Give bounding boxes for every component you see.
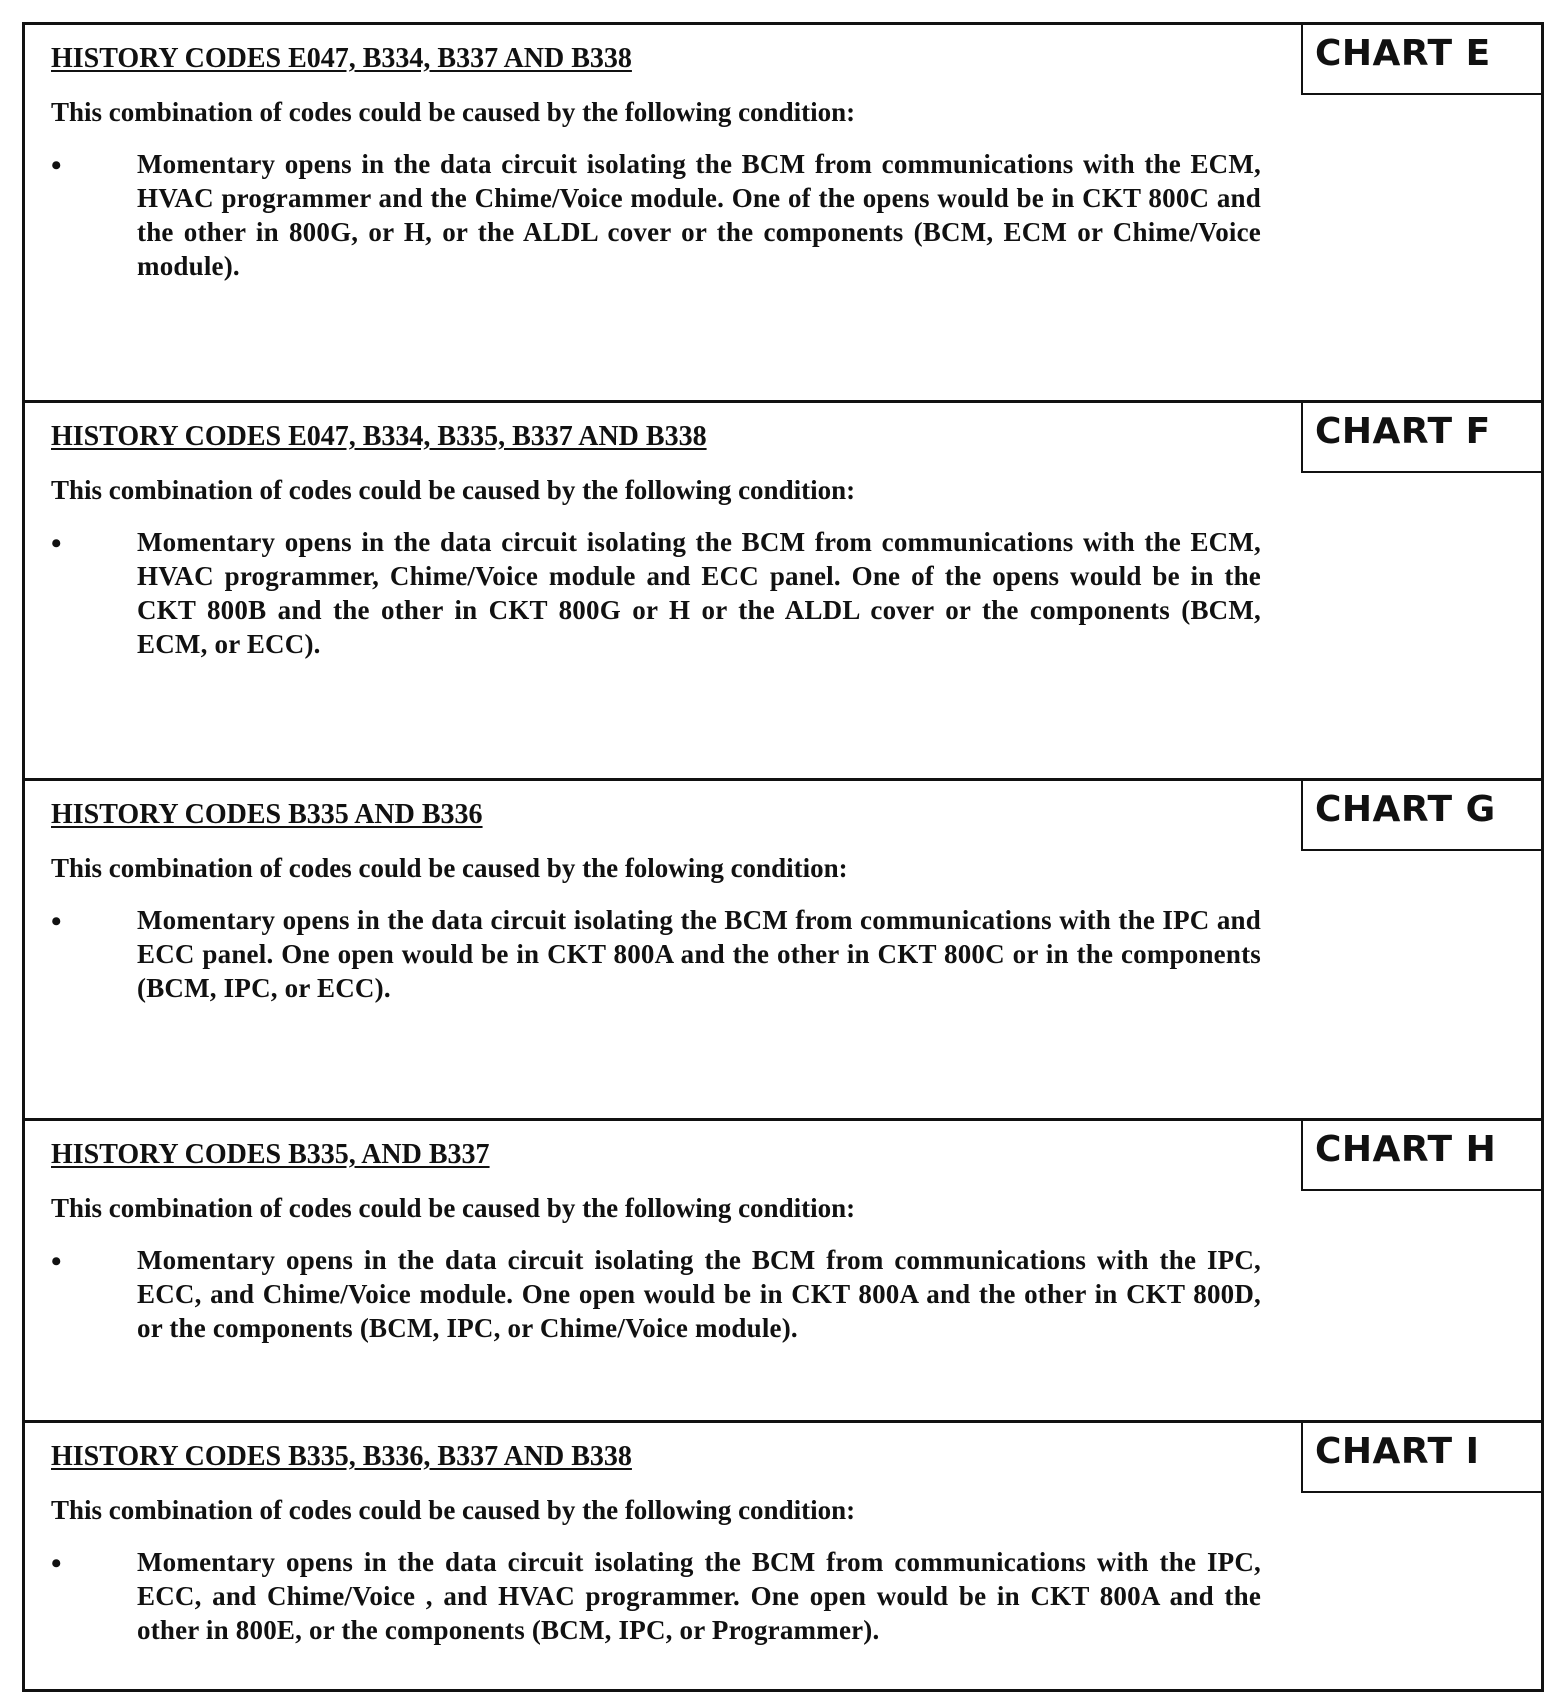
bullet-icon: • xyxy=(51,527,62,560)
chart-i-heading: HISTORY CODES B335, B336, B337 AND B338 xyxy=(51,1441,632,1472)
bullet-icon: • xyxy=(51,905,62,938)
chart-g-label: CHART G xyxy=(1301,781,1541,851)
chart-i-intro: This combination of codes could be caused by the following condition: xyxy=(51,1495,856,1525)
chart-e-body: Momentary opens in the data circuit isolating the BCM from communications with the ECM, HVAC programmer and the Chime/Voice module. One of the opens would be in CKT 800C and the other in 800G, or H, or the ALDL cover or the components (BCM, ECM or Chime/Voice module). xyxy=(137,149,1261,281)
chart-g-body: Momentary opens in the data circuit isolating the BCM from communications with the IPC and ECC panel. One open would be in CKT 800A and the other in CKT 800C or in the components (BCM, IPC, or ECC). xyxy=(137,905,1261,1003)
chart-i-section xyxy=(25,1423,1541,1689)
chart-i-label: CHART I xyxy=(1301,1423,1541,1493)
bullet-icon: • xyxy=(51,1547,62,1580)
chart-e-heading: HISTORY CODES E047, B334, B337 AND B338 xyxy=(51,43,632,74)
chart-f-intro: This combination of codes could be caused by the following condition: xyxy=(51,475,856,505)
chart-f-label: CHART F xyxy=(1301,403,1541,473)
chart-f-section xyxy=(25,403,1541,781)
chart-f-body: Momentary opens in the data circuit isolating the BCM from communications with the ECM, HVAC programmer, Chime/Voice module and ECC panel. One of the opens would be in the CKT 800B and the other in CKT 800G or H or the ALDL cover or the components (BCM, ECM, or ECC). xyxy=(137,527,1261,659)
chart-e-section xyxy=(25,25,1541,403)
chart-h-intro: This combination of codes could be caused by the following condition: xyxy=(51,1193,856,1223)
chart-g-intro: This combination of codes could be caused by the folowing condition: xyxy=(51,853,848,883)
chart-g-heading: HISTORY CODES B335 AND B336 xyxy=(51,799,483,830)
chart-h-label: CHART H xyxy=(1301,1121,1541,1191)
chart-h-section xyxy=(25,1121,1541,1423)
chart-f-heading: HISTORY CODES E047, B334, B335, B337 AND B338 xyxy=(51,421,707,452)
bullet-icon: • xyxy=(51,149,62,182)
chart-h-heading: HISTORY CODES B335, AND B337 xyxy=(51,1139,490,1170)
bullet-icon: • xyxy=(51,1245,62,1278)
chart-document xyxy=(22,22,1544,1692)
chart-e-intro: This combination of codes could be caused by the following condition: xyxy=(51,97,856,127)
chart-i-body: Momentary opens in the data circuit isolating the BCM from communications with the IPC, ECC, and Chime/Voice , and HVAC programmer. One open would be in CKT 800A and the other in 800E, or the components (BCM, IPC, or Programmer). xyxy=(137,1547,1261,1645)
chart-e-label: CHART E xyxy=(1301,25,1541,95)
chart-h-body: Momentary opens in the data circuit isolating the BCM from communications with the IPC, ECC, and Chime/Voice module. One open would be in CKT 800A and the other in CKT 800D, or the components (BCM, IPC, or Chime/Voice module). xyxy=(137,1245,1261,1343)
chart-g-section xyxy=(25,781,1541,1121)
